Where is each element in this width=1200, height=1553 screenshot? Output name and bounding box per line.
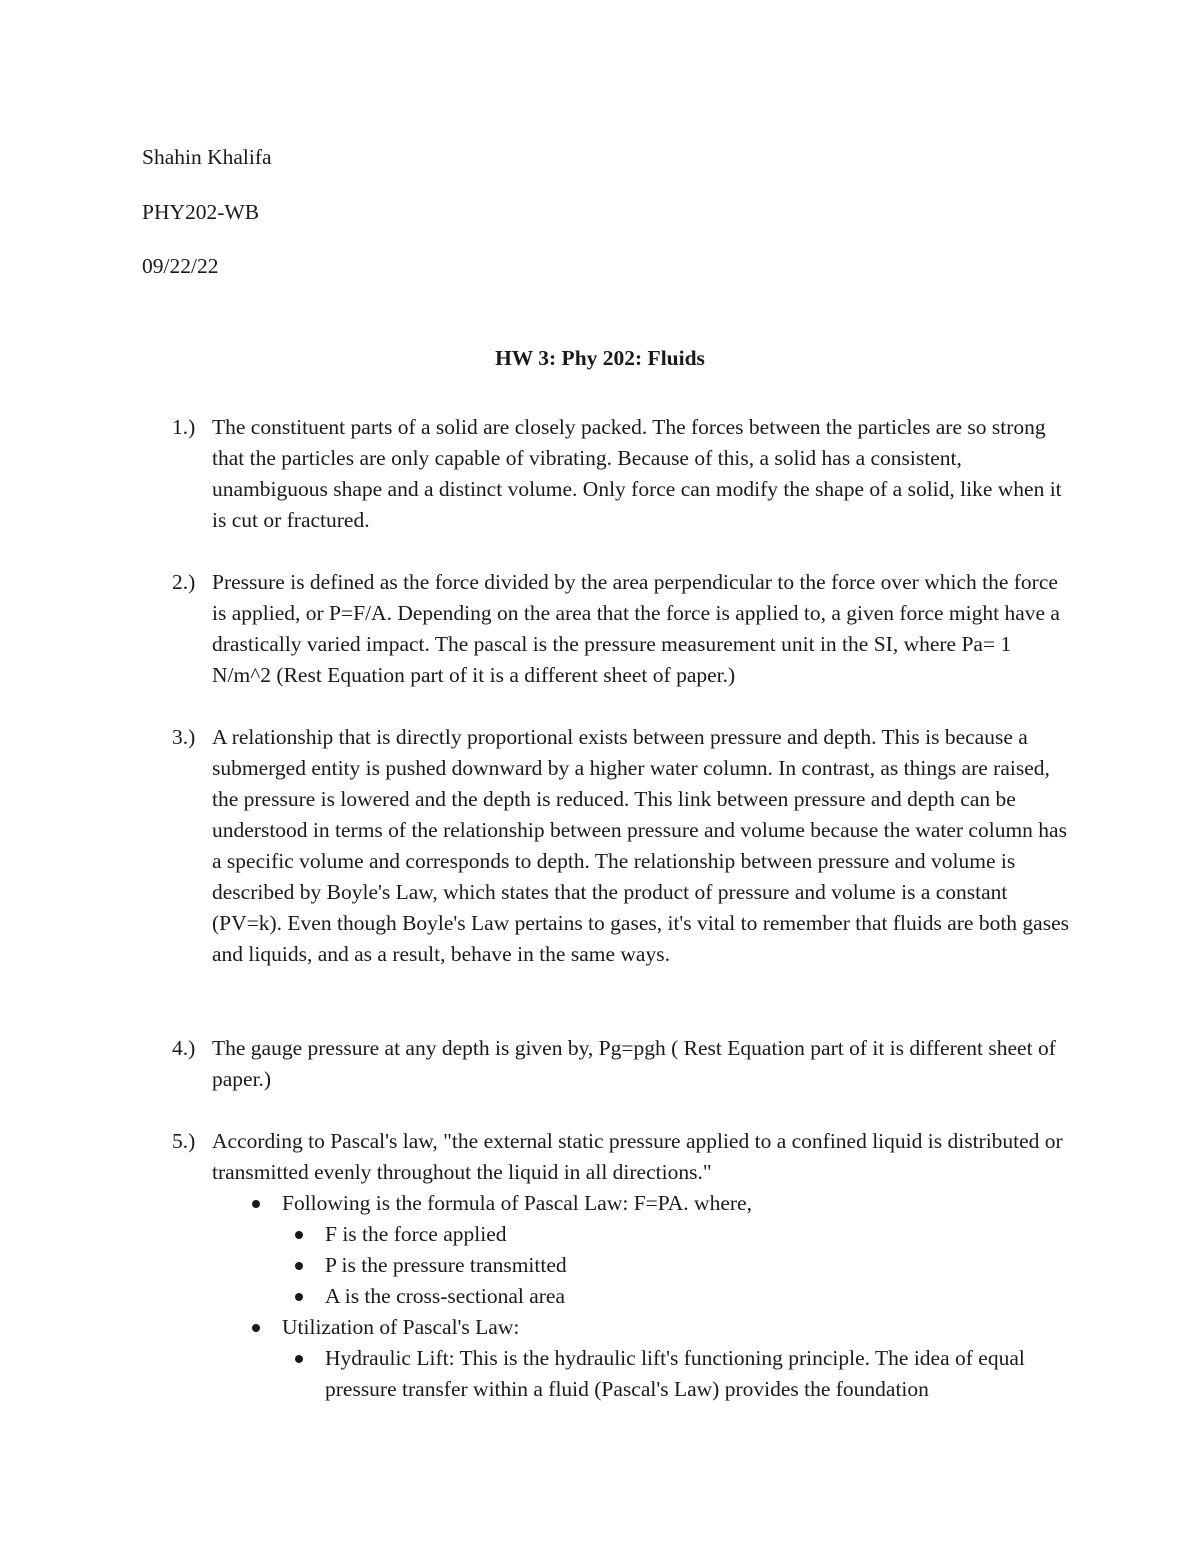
- answer-text: A relationship that is directly proportional exists between pressure and depth. This is because a submerged entity is pushed downward by a higher water column. In contrast, as things are raised, the pressure is lowered and the depth is reduced. This link between pressure and depth can be understood in terms of the relationship between pressure and volume because the water column has a specific volume and corresponds to depth. The relationship between pressure and volume is described by Boyle's Law, which states that the product of pressure and volume is a constant (PV=k). Even though Boyle's Law pertains to gases, it's vital to remember that fluids are both gases and liquids, and as a result, behave in the same ways.: [212, 725, 1069, 966]
- bullet-dot-icon: [295, 1293, 303, 1301]
- bullet-dot-icon: [295, 1262, 303, 1270]
- bullet-definition-area: [295, 1281, 565, 1312]
- answer-3: [172, 722, 1072, 970]
- answer-number: 3.): [172, 725, 196, 749]
- answer-text: Pressure is defined as the force divided by the area perpendicular to the force over which the force is applied, or P=F/A. Depending on the area that the force is applied to, a given force might have a drastically varied impact. The pascal is the pressure measurement unit in the SI, where Pa= 1 N/m^2 (Rest Equation part of it is a different sheet of paper.): [212, 570, 1060, 687]
- student-name: Shahin Khalifa: [142, 145, 272, 169]
- assignment-date: 09/22/22: [142, 254, 219, 278]
- bullet-dot-icon: [252, 1200, 260, 1208]
- bullet-text: F is the force applied: [325, 1222, 507, 1246]
- bullet-dot-icon: [295, 1231, 303, 1239]
- answer-4: [172, 1033, 1072, 1095]
- bullet-use-hydraulic-lift: [295, 1343, 1025, 1405]
- answer-number: 2.): [172, 570, 196, 594]
- answer-text: According to Pascal's law, "the external static pressure applied to a confined liquid is distributed or transmitted evenly throughout the liquid in all directions.": [212, 1129, 1063, 1184]
- answer-number: 5.): [172, 1129, 196, 1153]
- bullet-utilization: [252, 1312, 519, 1343]
- bullet-dot-icon: [252, 1324, 260, 1332]
- bullet-text: Following is the formula of Pascal Law: F=PA. where,: [282, 1191, 752, 1215]
- bullet-definition-force: [295, 1219, 507, 1250]
- bullet-text: Hydraulic Lift: This is the hydraulic lift's functioning principle. The idea of equal pressure transfer within a fluid (Pascal's Law) provides the foundation: [325, 1346, 1025, 1401]
- answer-1: [172, 412, 1072, 536]
- answer-5: [172, 1126, 1072, 1188]
- answer-number: 1.): [172, 415, 196, 439]
- answer-number: 4.): [172, 1036, 196, 1060]
- document-title: HW 3: Phy 202: Fluids: [495, 346, 705, 370]
- answer-text: The gauge pressure at any depth is given by, Pg=pgh ( Rest Equation part of it is different sheet of paper.): [212, 1036, 1056, 1091]
- answer-2: [172, 567, 1072, 691]
- course-code: PHY202-WB: [142, 200, 260, 224]
- bullet-formula: [252, 1188, 752, 1219]
- answer-text: The constituent parts of a solid are closely packed. The forces between the particles are so strong that the particles are only capable of vibrating. Because of this, a solid has a consistent, unambiguous shape and a distinct volume. Only force can modify the shape of a solid, like when it is cut or fractured.: [212, 415, 1062, 532]
- bullet-text: P is the pressure transmitted: [325, 1253, 567, 1277]
- bullet-dot-icon: [295, 1355, 303, 1363]
- bullet-text: Utilization of Pascal's Law:: [282, 1315, 520, 1339]
- bullet-definition-pressure: [295, 1250, 567, 1281]
- bullet-text: A is the cross-sectional area: [325, 1284, 565, 1308]
